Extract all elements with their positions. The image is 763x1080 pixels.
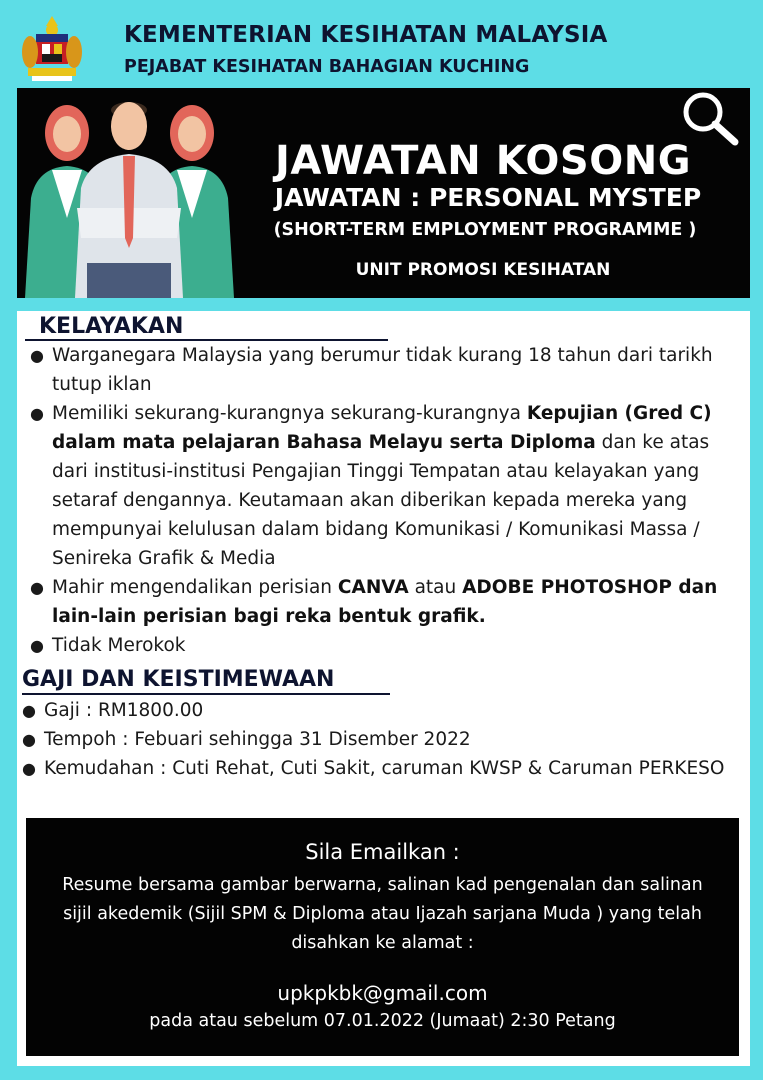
- bullet-icon: ●: [22, 759, 36, 778]
- coat-of-arms-icon: [20, 14, 84, 84]
- vacancy-banner: [17, 88, 750, 298]
- list-item: ● Mahir mengendalikan perisian CANVA atau ADOBE PHOTOSHOP dan lain-lain perisian bagi reka bentuk grafik.: [52, 573, 742, 631]
- deadline-text: pada atau sebelum 07.01.2022 (Jumaat) 2:30 Petang: [149, 1011, 616, 1031]
- list-item: ● Gaji : RM1800.00: [44, 696, 734, 725]
- list-item: ● Memiliki sekurang-kurangnya sekurang-kurangnya Kepujian (Gred C) dalam mata pelajaran Bahasa Melayu serta Diploma dan ke atas dari institusi-institusi Pengajian Tinggi Tempatan atau kelayakan yang setaraf dengannya. Keutamaan akan diberikan kepada mereka yang mempunyai kelulusan dalam bidang Komunikasi / Komunikasi Massa / Senireka Grafik & Media: [52, 399, 742, 573]
- qualifications-list: [30, 341, 742, 660]
- contact-instructions: Resume bersama gambar berwarna, salinan kad pengenalan dan salinan sijil akedemik (Sijil SPM & Diploma atau Ijazah sarjana Muda ) yang telah disahkan ke alamat :: [62, 875, 703, 953]
- contact-heading: Sila Emailkan :: [305, 840, 460, 864]
- contact-box: [26, 818, 739, 1056]
- bullet-icon: ●: [30, 404, 44, 423]
- contact-email[interactable]: upkpkbk@gmail.com: [277, 981, 488, 1005]
- bullet-icon: ●: [30, 636, 44, 655]
- vacancy-title: JAWATAN KOSONG: [274, 138, 692, 184]
- salary-heading: GAJI DAN KEISTIMEWAAN: [22, 667, 335, 692]
- ministry-name: KEMENTERIAN KESIHATAN MALAYSIA: [124, 22, 608, 48]
- list-item: ● Warganegara Malaysia yang berumur tidak kurang 18 tahun dari tarikh tutup iklan: [52, 341, 742, 399]
- qualifications-heading: KELAYAKAN: [39, 314, 184, 339]
- bullet-icon: ●: [30, 346, 44, 365]
- bullet-icon: ●: [22, 730, 36, 749]
- list-item: ● Tidak Merokok: [52, 631, 742, 660]
- bullet-icon: ●: [22, 701, 36, 720]
- unit-name: UNIT PROMOSI KESIHATAN: [355, 260, 611, 280]
- header: [0, 0, 763, 88]
- business-people-illustration-icon: [17, 88, 242, 298]
- office-name: PEJABAT KESIHATAN BAHAGIAN KUCHING: [124, 57, 530, 77]
- position-title: JAWATAN : PERSONAL MYSTEP: [274, 183, 702, 212]
- programme-name: (SHORT-TERM EMPLOYMENT PROGRAMME ): [273, 220, 697, 240]
- list-item: ● Kemudahan : Cuti Rehat, Cuti Sakit, caruman KWSP & Caruman PERKESO: [44, 754, 734, 783]
- list-item: ● Tempoh : Febuari sehingga 31 Disember 2022: [44, 725, 734, 754]
- bullet-icon: ●: [30, 578, 44, 597]
- heading-underline: [22, 693, 390, 695]
- salary-list: [22, 696, 734, 783]
